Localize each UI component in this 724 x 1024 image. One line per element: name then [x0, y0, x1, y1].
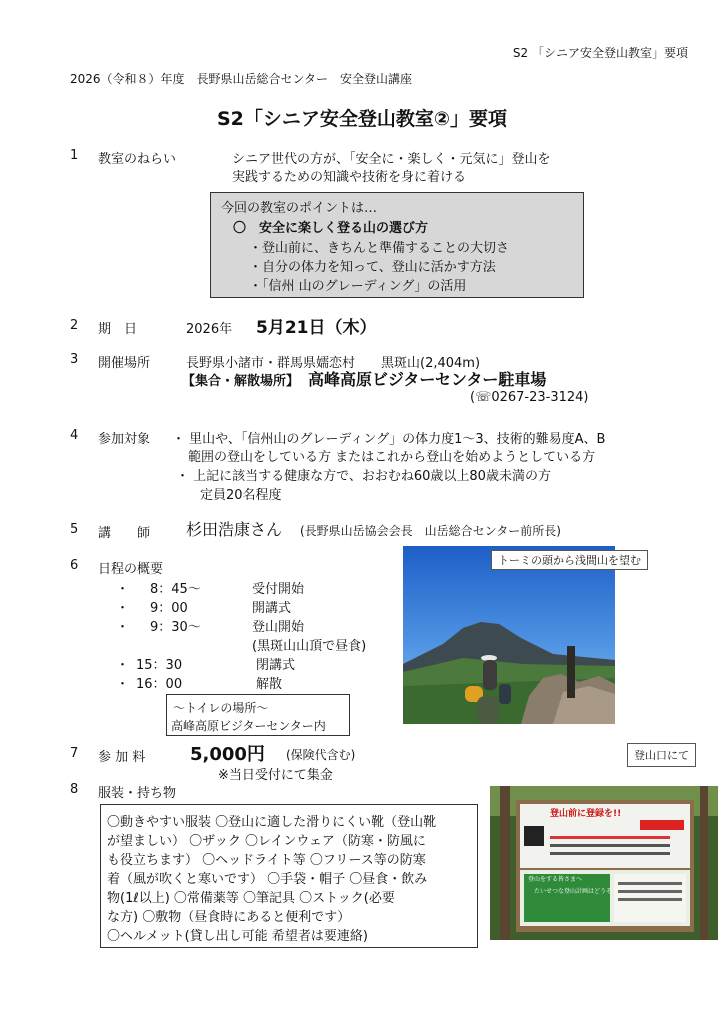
belongings-line: 物(1ℓ以上) 〇常備薬等 〇筆記具 〇ストック(必要	[107, 891, 395, 906]
belongings-line: 〇動きやすい服装 〇登山に適した滑りにくい靴（登山靴	[107, 815, 437, 830]
page-title: S2「シニア安全登山教室②」要項	[217, 108, 507, 130]
schedule-event: 開講式	[252, 601, 292, 616]
section-2-number: 2	[70, 318, 79, 333]
schedule-bullet: ・	[116, 677, 130, 692]
organizer-line: 2026（令和８）年度 長野県山岳総合センター 安全登山講座	[70, 72, 413, 86]
section-1-number: 1	[70, 148, 79, 163]
points-main: 〇 安全に楽しく登る山の選び方	[233, 221, 429, 236]
trailhead-caption: 登山口にて	[627, 743, 696, 767]
schedule-bullet: ・	[116, 582, 130, 597]
capacity: 定員20名程度	[200, 488, 282, 503]
document-code: S2 「シニア安全登山教室」要項	[512, 46, 688, 60]
schedule-time: 16：00	[136, 677, 183, 692]
sign-title: 登山前に登録を!!	[550, 809, 622, 819]
sign-green-title: 登山をする皆さまへ	[528, 876, 583, 883]
target-bullet-1-cont: 範囲の登山をしている方 またはこれから登山を始めようとしている方	[188, 450, 596, 465]
section-4-label: 参加対象	[98, 432, 151, 447]
schedule-time: 9：30～	[150, 620, 201, 635]
aim-line-1: シニア世代の方が、「安全に・楽しく・元気に」登山を	[232, 152, 551, 167]
section-7-number: 7	[70, 746, 79, 761]
event-date: 5月21日（木）	[256, 318, 377, 338]
point-item: ・自分の体力を知って、登山に活かす方法	[249, 260, 496, 275]
schedule-event: 登山開始	[252, 620, 305, 635]
event-year: 2026年	[186, 322, 233, 337]
fee-amount: 5,000円	[190, 744, 265, 765]
section-4-number: 4	[70, 428, 79, 443]
asama-photo-caption: トーミの頭から浅間山を望む	[491, 550, 648, 570]
meeting-place: 高峰高原ビジターセンター駐車場	[308, 370, 547, 389]
section-8-number: 8	[70, 782, 79, 797]
belongings-line: な方) 〇敷物（昼食時にあると便利です）	[107, 910, 351, 925]
venue: 長野県小諸市・群馬県嬬恋村 黒斑山(2,404m)	[186, 356, 481, 371]
belongings-line: 〇ヘルメット(貸し出し可能 希望者は要連絡)	[107, 929, 368, 944]
schedule-event: 解散	[256, 677, 283, 692]
section-7-label: 参 加 料	[98, 750, 146, 765]
target-bullet-2: ・ 上記に該当する健康な方で、おおむね60歳以上80歳未満の方	[176, 469, 551, 484]
schedule-bullet: ・	[116, 620, 130, 635]
schedule-time: 15：30	[136, 658, 183, 673]
section-5-label: 講 師	[98, 526, 151, 541]
fee-note: (保険代含む)	[286, 748, 356, 762]
payment-note: ※当日受付にて集金	[218, 768, 333, 783]
instructor-name: 杉田浩康さん	[186, 520, 283, 539]
point-item: ・登山前に、きちんと準備することの大切さ	[249, 241, 510, 256]
point-item: ・「信州 山のグレーディング」の活用	[249, 279, 467, 294]
belongings-box	[100, 804, 478, 948]
section-6-label: 日程の概要	[98, 562, 164, 577]
phone-number: (☏0267-23-3124)	[470, 390, 589, 405]
toilet-place: 高峰高原ビジターセンター内	[171, 719, 326, 733]
section-5-number: 5	[70, 522, 79, 537]
section-8-label: 服装・持ち物	[98, 786, 177, 801]
schedule-bullet: ・	[116, 601, 130, 616]
asama-photo	[403, 546, 641, 724]
schedule-bullet: ・	[116, 658, 130, 673]
sign-line: たいせつな登山計画はどうぞ	[534, 888, 613, 895]
mountain-scene-image	[403, 546, 615, 724]
instructor-affiliation: (長野県山岳協会会長 山岳総合センター前所長)	[300, 524, 561, 538]
section-1-label: 教室のねらい	[98, 152, 177, 167]
points-box	[210, 192, 584, 298]
points-title: 今回の教室のポイントは…	[221, 201, 378, 216]
schedule-time: 9：00	[150, 601, 188, 616]
toilet-box	[166, 694, 350, 736]
trailhead-photo	[490, 786, 718, 940]
section-2-label: 期 日	[98, 322, 138, 337]
belongings-line: が望ましい） 〇ザック 〇レインウェア（防寒・防風に	[107, 834, 426, 849]
schedule-event: 受付開始	[252, 582, 305, 597]
section-6-number: 6	[70, 558, 79, 573]
meeting-prefix: 【集合・解散場所】	[182, 374, 300, 389]
schedule-note: (黒斑山山頂で昼食)	[252, 639, 367, 654]
belongings-line: も役立ちます） 〇ヘッドライト等 〇フリース等の防寒	[107, 853, 426, 868]
belongings-line: 着（風が吹くと寒いです） 〇手袋・帽子 〇昼食・飲み	[107, 872, 428, 887]
section-3-number: 3	[70, 352, 79, 367]
target-bullet-1: ・ 里山や、「信州山のグレーディング」の体力度1～3、技術的難易度A、B	[172, 432, 606, 447]
aim-line-2: 実践するための知識や技術を身に着ける	[232, 170, 467, 185]
schedule-time: 8：45～	[150, 582, 201, 597]
schedule-event: 閉講式	[256, 658, 296, 673]
toilet-title: ～トイレの場所～	[173, 701, 269, 715]
section-3-label: 開催場所	[98, 356, 151, 371]
